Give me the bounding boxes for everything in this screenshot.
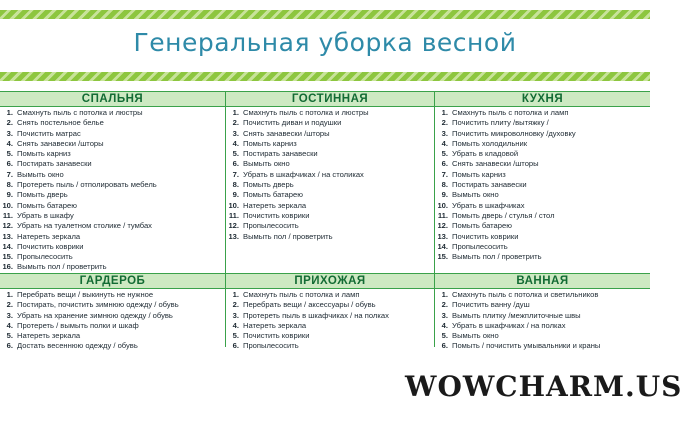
checklist-item (435, 180, 650, 190)
checklist-item (226, 331, 434, 341)
item-label: Натереть зеркала (17, 331, 81, 341)
item-number: 1. (6, 108, 13, 117)
checklist-item (226, 129, 434, 139)
section-living-room (226, 91, 435, 273)
item-number: 7. (232, 169, 239, 179)
checklist-item (0, 211, 225, 221)
checklist-item (226, 118, 434, 128)
item-label: Натереть зеркала (243, 320, 307, 330)
item-number: 10. (2, 200, 13, 210)
checklist-item (435, 118, 650, 128)
item-label: Постирать занавески (452, 180, 527, 190)
checklist-item (226, 108, 434, 118)
section-list (0, 108, 225, 273)
item-number: 5. (6, 331, 13, 341)
checklist-item (435, 159, 650, 169)
section-list (226, 290, 434, 352)
item-label: Помыть батарею (243, 190, 303, 200)
checklist-sheet (0, 91, 650, 351)
item-number: 13. (2, 231, 13, 241)
item-number: 16. (2, 262, 13, 272)
section-header: ГАРДЕРОБ (0, 273, 225, 289)
item-label: Вымыть окно (243, 159, 290, 169)
item-label: Убрать в шкафу (17, 210, 74, 220)
checklist-item (0, 129, 225, 139)
item-label: Почистить диван и подушки (243, 118, 342, 128)
item-number: 2. (441, 300, 448, 310)
item-number: 11. (437, 210, 448, 220)
item-label: Вымыть окно (452, 331, 499, 341)
checklist-item (226, 311, 434, 321)
item-number: 3. (6, 310, 13, 320)
checklist-item (0, 139, 225, 149)
item-label: Убрать в шкафчиках (452, 200, 525, 210)
checklist-item (226, 211, 434, 221)
item-label: Почистить микроволновку /духовку (452, 128, 576, 138)
item-number: 11. (228, 210, 239, 220)
checklist-item (0, 331, 225, 341)
item-number: 10. (437, 200, 448, 210)
section-header: ПРИХОЖАЯ (226, 273, 434, 289)
checklist-item (435, 242, 650, 252)
item-number: 8. (6, 180, 13, 190)
item-number: 1. (232, 290, 239, 299)
section-header: СПАЛЬНЯ (0, 91, 225, 107)
watermark-logo: WOWCHARM.US (405, 370, 682, 403)
item-label: Почистить плиту /вытяжку / (452, 118, 549, 128)
checklist-item (435, 170, 650, 180)
item-number: 5. (441, 331, 448, 341)
item-label: Убрать в шкафчиках / на полках (452, 320, 566, 330)
item-number: 1. (232, 108, 239, 117)
section-list (435, 290, 650, 352)
checklist-item (435, 331, 650, 341)
item-label: Вымыть окно (452, 190, 499, 200)
item-label: Снять занавески /шторы (17, 138, 104, 148)
item-number: 12. (2, 221, 13, 231)
item-label: Перебрать вещи / выкинуть не нужное (17, 290, 154, 299)
top-stripe-border (0, 10, 650, 19)
bottom-stripe-border (0, 72, 650, 81)
checklist-item (0, 149, 225, 159)
checklist-item (226, 149, 434, 159)
item-number: 6. (6, 159, 13, 169)
item-number: 3. (232, 310, 239, 320)
section-list (0, 290, 225, 352)
item-label: Помыть дверь (243, 180, 294, 190)
item-number: 4. (232, 138, 239, 148)
item-label: Снять занавески /шторы (243, 128, 330, 138)
section-list (226, 108, 434, 242)
item-label: Вымыть плитку /межплиточные швы (452, 310, 581, 320)
item-label: Помыть карниз (17, 149, 71, 159)
item-number: 15. (437, 252, 448, 262)
item-label: Перебрать вещи / аксессуары / обувь (243, 300, 376, 310)
section-hallway (226, 273, 435, 351)
item-label: Почистить коврики (243, 210, 310, 220)
item-number: 1. (6, 290, 13, 299)
checklist-item (435, 221, 650, 231)
item-number: 4. (441, 320, 448, 330)
page-title: Генеральная уборка весной (133, 28, 517, 57)
checklist-item (0, 118, 225, 128)
item-label: Постирать, почистить зимнюю одежду / обувь (17, 300, 179, 310)
checklist-item (0, 108, 225, 118)
checklist-item (226, 232, 434, 242)
item-label: Почистить коврики (452, 231, 519, 241)
checklist-item (435, 252, 650, 262)
checklist-item (435, 211, 650, 221)
checklist-item (226, 190, 434, 200)
item-number: 4. (441, 138, 448, 148)
item-number: 13. (437, 231, 448, 241)
item-number: 1. (441, 108, 448, 117)
item-label: Пропылесосить (452, 241, 508, 251)
item-label: Смахнуть пыль с потолка и ламп (452, 108, 569, 117)
item-label: Постирать занавески (243, 149, 318, 159)
item-label: Помыть холодильник (452, 138, 528, 148)
item-label: Вымыть окно (17, 169, 64, 179)
section-kitchen (435, 91, 650, 273)
item-number: 12. (228, 221, 239, 231)
item-label: Помыть батарею (452, 221, 512, 231)
section-wardrobe (0, 273, 226, 351)
item-label: Помыть батарею (17, 200, 77, 210)
item-number: 12. (437, 221, 448, 231)
checklist-item (435, 139, 650, 149)
item-number: 3. (232, 128, 239, 138)
item-number: 9. (441, 190, 448, 200)
item-label: Достать весеннюю одежду / обувь (17, 341, 138, 351)
item-number: 5. (232, 149, 239, 159)
item-label: Постирать занавески (17, 159, 92, 169)
checklist-item (0, 180, 225, 190)
item-number: 2. (6, 300, 13, 310)
item-number: 4. (6, 138, 13, 148)
checklist-item (435, 108, 650, 118)
item-label: Почистить коврики (243, 331, 310, 341)
item-label: Пропылесосить (17, 252, 73, 262)
item-label: Пропылесосить (243, 341, 299, 351)
item-label: Помыть дверь (17, 190, 68, 200)
item-label: Почистить матрас (17, 128, 81, 138)
item-label: Убрать на хранение зимнюю одежду / обувь (17, 310, 173, 320)
checklist-item (435, 129, 650, 139)
item-number: 1. (441, 290, 448, 299)
item-label: Снять занавески /шторы (452, 159, 539, 169)
section-header: КУХНЯ (435, 91, 650, 107)
item-number: 5. (441, 149, 448, 159)
checklist-item (435, 300, 650, 310)
item-number: 8. (441, 180, 448, 190)
item-label: Пропылесосить (243, 221, 299, 231)
item-label: Натереть зеркала (243, 200, 307, 210)
item-number: 5. (6, 149, 13, 159)
checklist-item (226, 341, 434, 351)
checklist-item (226, 221, 434, 231)
item-number: 3. (441, 310, 448, 320)
item-number: 7. (441, 169, 448, 179)
checklist-item (226, 321, 434, 331)
item-number: 5. (232, 331, 239, 341)
item-number: 6. (6, 341, 13, 351)
item-label: Смахнуть пыль с потолка и люстры (17, 108, 143, 117)
checklist-item (435, 149, 650, 159)
checklist-item (435, 232, 650, 242)
checklist-item (435, 201, 650, 211)
item-number: 7. (6, 169, 13, 179)
checklist-item (0, 201, 225, 211)
item-number: 2. (6, 118, 13, 128)
item-label: Почистить коврики (17, 241, 84, 251)
item-label: Смахнуть пыль с потолка и светильников (452, 290, 599, 299)
item-number: 8. (232, 180, 239, 190)
item-number: 2. (232, 118, 239, 128)
checklist-item (226, 180, 434, 190)
item-label: Вымыть пол / проветрить (452, 252, 542, 262)
item-label: Убрать в шкафчиках / на столиках (243, 169, 364, 179)
item-label: Снять постельное белье (17, 118, 104, 128)
item-number: 14. (2, 241, 13, 251)
item-label: Помыть карниз (243, 138, 297, 148)
item-label: Почистить ванну /душ (452, 300, 530, 310)
item-number: 3. (6, 128, 13, 138)
checklist-item (0, 300, 225, 310)
checklist-item (226, 290, 434, 300)
checklist-item (435, 341, 650, 351)
checklist-item (0, 321, 225, 331)
item-number: 14. (437, 241, 448, 251)
section-bedroom (0, 91, 226, 273)
item-label: Вымыть пол / проветрить (17, 262, 107, 272)
section-list (435, 108, 650, 262)
item-label: Протереть / вымыть полки и шкаф (17, 320, 139, 330)
item-label: Убрать на туалетном столике / тумбах (17, 221, 152, 231)
item-number: 4. (6, 320, 13, 330)
item-number: 4. (232, 320, 239, 330)
item-number: 11. (2, 210, 13, 220)
checklist-item (226, 159, 434, 169)
checklist-item (226, 170, 434, 180)
item-label: Смахнуть пыль с потолка и люстры (243, 108, 369, 117)
checklist-item (0, 252, 225, 262)
item-label: Помыть / почистить умывальники и краны (452, 341, 601, 351)
item-number: 9. (232, 190, 239, 200)
checklist-item (226, 139, 434, 149)
item-number: 2. (232, 300, 239, 310)
item-number: 9. (6, 190, 13, 200)
item-label: Помыть карниз (452, 169, 506, 179)
checklist-item (0, 242, 225, 252)
checklist-item (0, 190, 225, 200)
section-header: ГОСТИННАЯ (226, 91, 434, 107)
item-number: 15. (2, 252, 13, 262)
item-label: Смахнуть пыль с потолка и ламп (243, 290, 360, 299)
checklist-item (0, 341, 225, 351)
section-header: ВАННАЯ (435, 273, 650, 289)
checklist-item (0, 159, 225, 169)
item-number: 6. (232, 341, 239, 351)
checklist-item (226, 201, 434, 211)
item-label: Натереть зеркала (17, 231, 81, 241)
item-number: 6. (232, 159, 239, 169)
checklist-item (435, 311, 650, 321)
checklist-item (435, 290, 650, 300)
item-label: Вымыть пол / проветрить (243, 231, 333, 241)
item-number: 2. (441, 118, 448, 128)
item-label: Помыть дверь / стулья / стол (452, 210, 555, 220)
checklist-item (0, 262, 225, 272)
checklist-item (435, 190, 650, 200)
checklist-item (226, 300, 434, 310)
checklist-item (0, 290, 225, 300)
checklist-item (0, 311, 225, 321)
item-number: 3. (441, 128, 448, 138)
item-number: 10. (228, 200, 239, 210)
checklist-item (0, 221, 225, 231)
checklist-item (0, 232, 225, 242)
item-label: Протереть пыль / отполировать мебель (17, 180, 157, 190)
item-label: Протереть пыль в шкафчиках / на полках (243, 310, 389, 320)
item-label: Убрать в кладовой (452, 149, 519, 159)
item-number: 6. (441, 159, 448, 169)
checklist-item (435, 321, 650, 331)
section-bathroom (435, 273, 650, 351)
checklist-item (0, 170, 225, 180)
item-number: 13. (228, 231, 239, 241)
item-number: 6. (441, 341, 448, 351)
